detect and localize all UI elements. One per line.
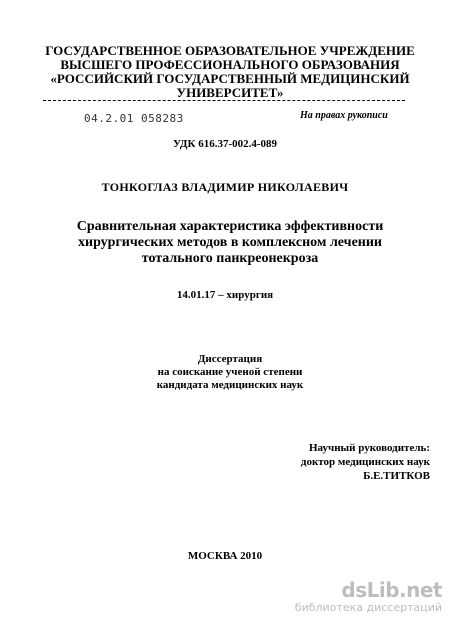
watermark-logo: dsLib.net: [341, 578, 442, 602]
watermark: [295, 579, 442, 614]
scientific-advisor: [250, 441, 430, 483]
rights-note: На правах рукописи: [300, 110, 388, 121]
dashed-divider: [43, 100, 405, 101]
institution-line: ВЫСШЕГО ПРОФЕССИОНАЛЬНОГО ОБРАЗОВАНИЯ: [60, 57, 400, 72]
advisor-name: Б.Е.ТИТКОВ: [363, 470, 430, 482]
library-stamp-number: 04.2.01 058283: [84, 112, 184, 125]
city-year: МОСКВА 2010: [187, 550, 263, 562]
dissertation-title: [40, 219, 420, 267]
title-line: хирургических методов в комплексном лечении: [78, 235, 382, 250]
institution-header: [30, 44, 430, 100]
degree-statement: [120, 353, 340, 392]
degree-line: Диссертация: [197, 353, 263, 365]
specialty-code: 14.01.17 – хирургия: [176, 289, 274, 301]
title-line: Сравнительная характеристика эффективности: [76, 219, 384, 234]
advisor-line: доктор медицинских наук: [300, 456, 430, 468]
degree-line: на соискание ученой степени: [157, 366, 303, 378]
author-name: ТОНКОГЛАЗ ВЛАДИМИР НИКОЛАЕВИЧ: [101, 180, 349, 194]
degree-line: кандидата медицинских наук: [156, 379, 304, 391]
advisor-line: Научный руководитель:: [309, 442, 430, 454]
title-line: тотального панкреонекроза: [141, 251, 319, 266]
institution-line: ГОСУДАРСТВЕННОЕ ОБРАЗОВАТЕЛЬНОЕ УЧРЕЖДЕНИЕ: [45, 43, 415, 58]
udk-code: УДК 616.37-002.4-089: [172, 138, 278, 150]
watermark-subtitle: библиотека диссертаций: [294, 601, 442, 614]
institution-line: УНИВЕРСИТЕТ»: [176, 85, 284, 100]
institution-line: «РОССИЙСКИЙ ГОСУДАРСТВЕННЫЙ МЕДИЦИНСКИЙ: [50, 71, 410, 86]
